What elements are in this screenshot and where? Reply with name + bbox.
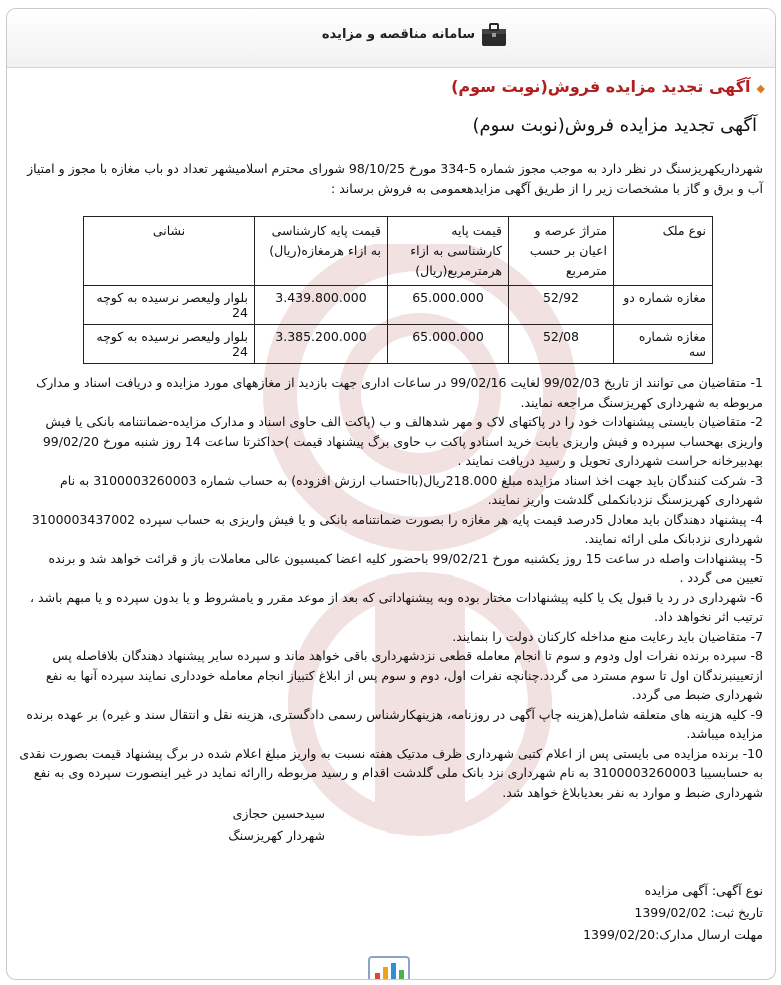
cell-address: بلوار ولیعصر نرسیده به کوچه 24	[84, 325, 255, 364]
term-item: 7- متقاضیان باید رعایت منع مداخله کارکنان دولت را بنمایند.	[452, 628, 763, 644]
cell-property-type: مغازه شماره سه	[614, 325, 713, 364]
term-item: 10- برنده مزایده می بایستی پس از اعلام کتبی شهرداری ظرف مدتیک هفته نسبت به واریز مبلغ اعلام شده در برگ پیشنهاد قیمت بصورت نقدی به حسابسیبا 3100003260003 به نام شهرداری نزد بانک ملی گلدشت اقدام و رسید مربوطه راارائه نماید در غیر اینصورت سپرده وی به نفع شهرداری ضبط و موارد به نفر بعدیابلاغ خواهد شد.	[19, 745, 763, 800]
meta-date: تاریخ ثبت: 1399/02/02	[634, 905, 763, 920]
cell-area: 52/08	[509, 325, 614, 364]
header-price-per-meter: قیمت پایه کارشناسی به ازاء هرمترمربع(ریال)	[388, 217, 509, 286]
properties-table	[83, 216, 713, 364]
announcement-title: آگهی تجدید مزایده فروش(نوبت سوم)	[472, 115, 757, 136]
header-price-per-shop: قیمت پایه کارشناسی به ازاء هرمغازه(ریال)	[255, 217, 388, 286]
briefcase-icon	[479, 21, 509, 49]
table-row	[84, 325, 713, 364]
cell-price-per-meter: 65.000.000	[388, 286, 509, 325]
terms-list	[19, 373, 763, 802]
signature-role: شهردار کهریزسنگ	[228, 828, 325, 843]
term-item: 5- پیشنهادات واصله در ساعت 15 روز یکشنبه مورخ 99/02/21 باحضور کلیه اعضا کمیسیون عالی معاملات باز و قرائت خواهد شد و برنده تعیین می گردد .	[48, 550, 763, 585]
page-frame	[6, 8, 776, 980]
meta-deadline: مهلت ارسال مدارک:1399/02/20	[583, 927, 763, 942]
cell-price-per-shop: 3.439.800.000	[255, 286, 388, 325]
cell-price-per-shop: 3.385.200.000	[255, 325, 388, 364]
announcement-meta	[583, 880, 763, 946]
cell-area: 52/92	[509, 286, 614, 325]
header-property-type: نوع ملک	[614, 217, 713, 286]
chart-report-icon[interactable]	[365, 951, 413, 980]
term-item: 3- شرکت کنندگان باید جهت اخذ اسناد مزایده مبلغ 218.000ریال(بااحتساب ارزش افزوده) به حساب شماره 3100003260003 به نام شهرداری کهریزسنگ نزدبانکملی گلدشت واریز نمایند.	[60, 472, 763, 507]
announcement-heading: ◆آگهی تجدید مزایده فروش(نوبت سوم)	[451, 77, 765, 96]
site-title: سامانه مناقصه و مزایده	[321, 27, 475, 42]
arrow-bullet-icon: ◆	[756, 82, 765, 95]
term-item: 2- متقاضیان بایستی پیشنهادات خود را در پاکتهای لاک و مهر شدهالف و ب (پاکت الف حاوی اسناد و مدارک مزایده-ضمانتنامه بانکی یا فیش واریزی بهحساب سپرده و فیش واریزی بابت خرید اسنادو پاکت ب حاوی برگ پیشنهاد قیمت )حداکثرتا ساعت 14 روز شنبه مورخ 99/02/20 بهدبیرخانه حراست شهرداری تحویل و رسید دریافت نمایند .	[42, 414, 763, 468]
term-item: 9- کلیه هزینه های متعلقه شامل(هزینه چاپ آگهی در روزنامه، هزینهکارشناس رسمی دادگستری، هزینه نقل و انتقال سند و غیره) بر عهده برنده مزایده میباشد.	[26, 706, 763, 741]
meta-type: نوع آگهی: آگهی مزایده	[644, 883, 763, 898]
term-item: 4- پیشنهاد دهندگان باید معادل 5درصد قیمت پایه هر مغازه را بصورت ضمانتنامه بانکی و یا فیش واریزی به حساب سپرده 3100003437002 شهرداری نزدبانک ملی ارائه نمایند.	[31, 511, 763, 546]
table-row	[84, 286, 713, 325]
signature-block	[228, 803, 325, 847]
cell-property-type: مغازه شماره دو	[614, 286, 713, 325]
term-item: 8- سپرده برنده نفرات اول ودوم و سوم تا انجام معامله قطعی نزدشهرداری باقی خواهد ماند و سپرده سایر پیشنهاد دهندگان بلافاصله پس ازتعیینبرندگان اول تا سوم مسترد می گردد.چنانچه نفرات اول، دوم و سوم پس از ابلاغ کتبیاز انجام معامله خودداری نمایند سپرده آنها به نفع شهرداری ضبط می گردد.	[45, 648, 763, 702]
cell-price-per-meter: 65.000.000	[388, 325, 509, 364]
term-item: 1- متقاضیان می توانند از تاریخ 99/02/03 لغایت 99/02/16 در ساعات اداری جهت بازدید از مغازههای مورد مزایده و دریافت اسناد و مدارک مربوطه به شهرداری کهریزسنگ مراجعه نمایند.	[36, 375, 763, 410]
announcement-intro: شهرداریکهریزسنگ در نظر دارد به موجب مجوز شماره 5-334 مورخ 98/10/25 شورای محترم اسلامیشهر تعداد دو باب مغازه با مجوز و امتیاز آب و برق و گاز با مشخصات زیر را از طریق آگهی مزایدهعمومی به فروش برساند :	[27, 161, 763, 196]
site-header	[7, 9, 775, 68]
term-item: 6- شهرداری در رد یا قبول یک یا کلیه پیشنهادات مختار بوده وبه پیشنهاداتی که بعد از موعد مقرر و یامشروط و یا بدون سپرده و یا مبهم باشد ، ترتیب اثر نخواهد داد.	[30, 589, 763, 624]
header-address: نشانی	[84, 217, 255, 286]
table-header-row	[84, 217, 713, 286]
header-area: متراژ عرصه و اعیان بر حسب مترمربع	[509, 217, 614, 286]
cell-address: بلوار ولیعصر نرسیده به کوچه 24	[84, 286, 255, 325]
signature-name: سیدحسین حجازی	[232, 806, 325, 821]
